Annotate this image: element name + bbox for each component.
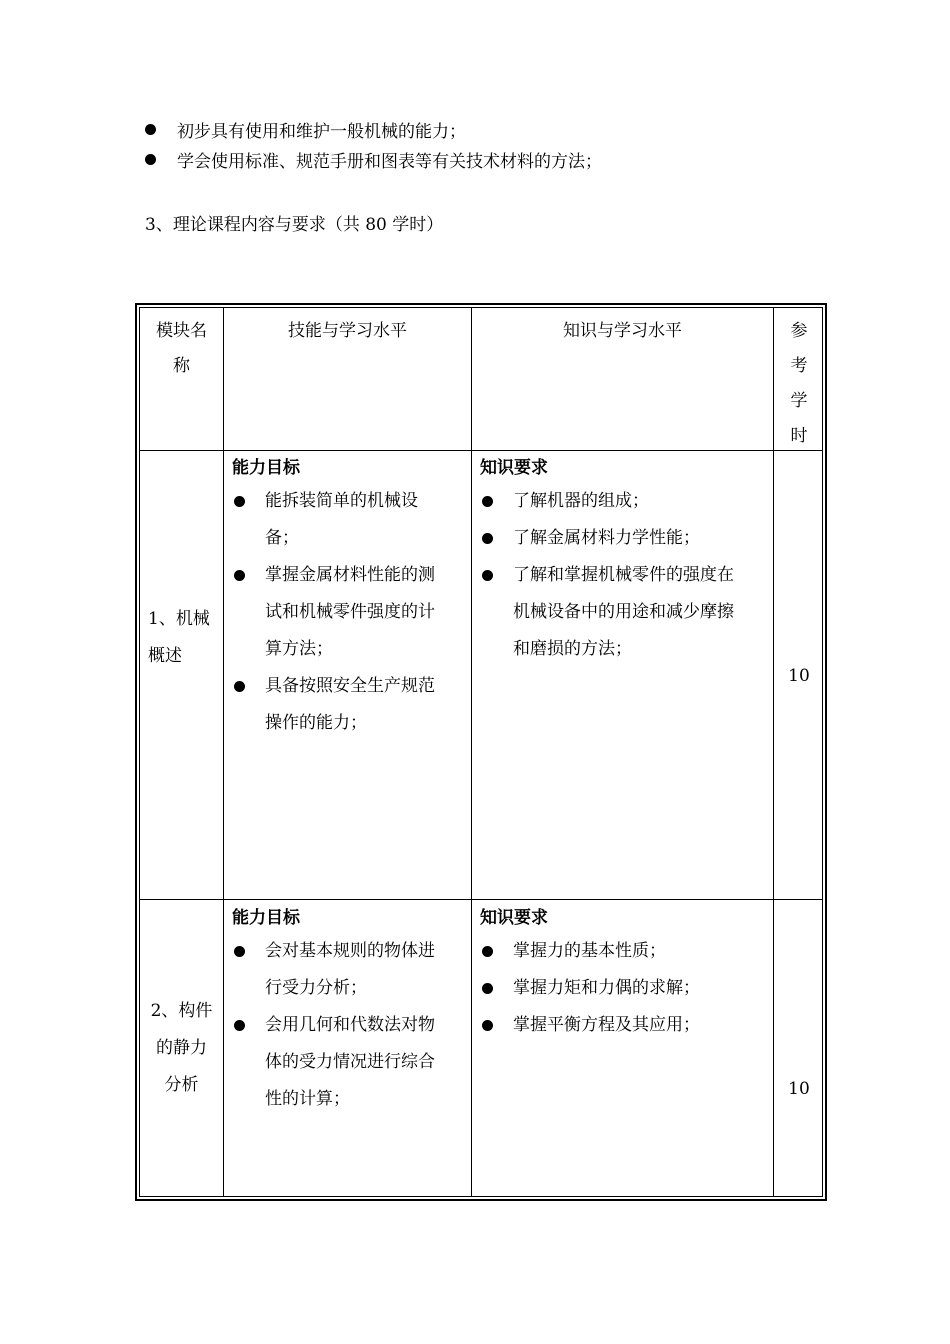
header-skills: 技能与学习水平 <box>288 321 407 341</box>
knowledge-heading: 知识要求 <box>480 458 548 478</box>
row-divider <box>140 450 822 451</box>
skill-heading: 能力目标 <box>232 458 300 478</box>
row1-module-line: 概述 <box>148 646 182 666</box>
bullet-icon <box>482 946 493 957</box>
header-hours <box>774 314 824 454</box>
row2-module-line: 的静力 <box>156 1038 207 1058</box>
skill-line: 试和机械零件强度的计 <box>265 602 435 622</box>
knowledge-line: 和磨损的方法； <box>513 639 632 659</box>
row1-module <box>148 601 223 675</box>
table-inner-border <box>139 307 823 1197</box>
knowledge-line: 了解和掌握机械零件的强度在 <box>513 565 734 585</box>
row1-module-line: 1、机械 <box>148 609 210 629</box>
header-module-line: 模块名 <box>156 321 207 341</box>
knowledge-item <box>480 1007 770 1044</box>
header-module-line: 称 <box>173 356 190 376</box>
skill-line: 体的受力情况进行综合 <box>265 1052 435 1072</box>
knowledge-item <box>480 933 770 970</box>
row2-knowledge <box>480 903 770 1044</box>
knowledge-item <box>480 483 770 520</box>
skill-item <box>232 1007 467 1118</box>
row-divider <box>140 899 822 900</box>
bullet-icon <box>482 496 493 507</box>
knowledge-item <box>480 557 770 594</box>
section-title: 3、理论课程内容与要求（共 80 学时） <box>145 215 444 235</box>
header-module <box>140 314 223 384</box>
column-divider <box>471 308 472 1196</box>
knowledge-line: 了解机器的组成； <box>513 491 649 511</box>
skill-item <box>232 933 467 1007</box>
bullet-icon <box>234 496 245 507</box>
bullet-icon <box>145 124 156 135</box>
header-hours-line: 学 <box>790 391 808 411</box>
row2-skills <box>232 903 467 1118</box>
header-hours-line: 考 <box>790 356 808 376</box>
bullet-icon <box>145 154 156 165</box>
knowledge-line: 了解金属材料力学性能； <box>513 528 700 548</box>
bullet-icon <box>234 681 245 692</box>
knowledge-line: 掌握力的基本性质； <box>513 941 666 961</box>
column-divider <box>223 308 224 1196</box>
row1-knowledge <box>480 453 770 668</box>
bullet-icon <box>482 983 493 994</box>
bullet-icon <box>482 533 493 544</box>
bullet-icon <box>234 1020 245 1031</box>
header-hours-line: 时 <box>790 426 808 446</box>
skill-line: 操作的能力； <box>265 713 367 733</box>
row2-module-line: 分析 <box>164 1075 199 1095</box>
header-knowledge: 知识与学习水平 <box>563 321 682 341</box>
row1-skills <box>232 453 467 742</box>
skill-line: 会用几何和代数法对物 <box>265 1015 435 1035</box>
row2-module-line: 2、构件 <box>150 1001 213 1021</box>
intro-bullet-2 <box>145 147 602 171</box>
knowledge-item <box>480 520 770 557</box>
bullet-icon <box>482 570 493 581</box>
skill-line: 掌握金属材料性能的测 <box>265 565 435 585</box>
skill-line: 行受力分析； <box>265 978 367 998</box>
skill-line: 会对基本规则的物体进 <box>265 941 435 961</box>
skill-item <box>232 668 467 742</box>
header-hours-line: 参 <box>790 321 808 341</box>
skill-line: 算方法； <box>265 639 333 659</box>
skill-line: 备； <box>265 528 299 548</box>
row1-hours: 10 <box>788 666 810 686</box>
knowledge-line: 掌握力矩和力偶的求解； <box>513 978 700 998</box>
skill-line: 具备按照安全生产规范 <box>265 676 435 696</box>
skill-line: 能拆装简单的机械设 <box>265 491 418 511</box>
knowledge-item <box>480 970 770 1007</box>
skill-item <box>232 483 467 557</box>
knowledge-line: 机械设备中的用途和减少摩擦 <box>513 602 734 622</box>
bullet-icon <box>234 570 245 581</box>
intro-bullet-text: 初步具有使用和维护一般机械的能力； <box>177 121 466 142</box>
course-table <box>135 303 827 1201</box>
intro-bullet-text: 学会使用标准、规范手册和图表等有关技术材料的方法； <box>177 151 602 172</box>
skill-item <box>232 557 467 668</box>
skill-line: 性的计算； <box>265 1089 350 1109</box>
skill-heading: 能力目标 <box>232 908 300 928</box>
intro-bullet-1 <box>145 117 466 141</box>
bullet-icon <box>234 946 245 957</box>
row2-module <box>140 993 223 1104</box>
knowledge-heading: 知识要求 <box>480 908 548 928</box>
bullet-icon <box>482 1020 493 1031</box>
row2-hours: 10 <box>788 1079 810 1099</box>
knowledge-line: 掌握平衡方程及其应用； <box>513 1015 700 1035</box>
